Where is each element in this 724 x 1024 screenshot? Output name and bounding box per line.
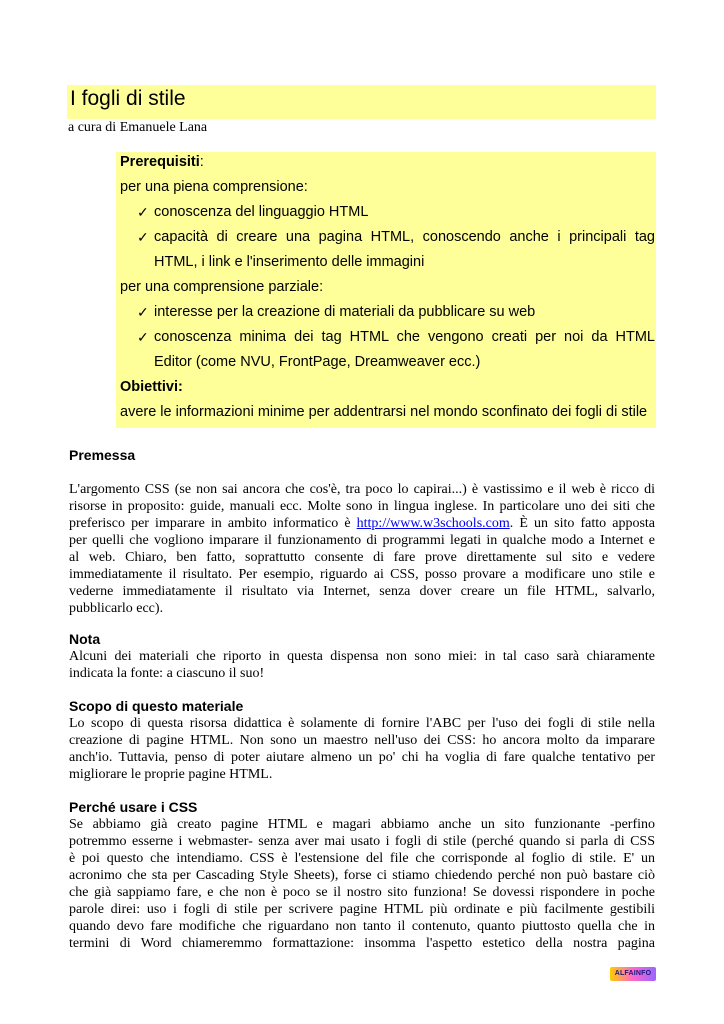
text-line: che già sappiamo fare, e che non è poco se il nostro sito funziona! Se dovessi rispondere in poche bbox=[69, 885, 655, 900]
page-title: I fogli di stile bbox=[70, 87, 186, 110]
prereq-item: capacità di creare una pagina HTML, conoscendo anche i principali tag bbox=[154, 229, 655, 245]
text-line: pubblicarlo ecc). bbox=[69, 601, 164, 616]
author-line: a cura di Emanuele Lana bbox=[68, 120, 208, 135]
section-heading-perche: Perché usare i CSS bbox=[69, 799, 198, 815]
paragraph-perche bbox=[69, 816, 655, 952]
prerequisites-heading: Prerequisiti: bbox=[120, 154, 204, 170]
prereq-item-continuation: Editor (come NVU, FrontPage, Dreamweaver ecc.) bbox=[154, 354, 481, 370]
text-line: Se abbiamo già creato pagine HTML e magari abbiamo anche un sito funzionante -perfino bbox=[69, 817, 655, 832]
text-line: parole direi: uso i fogli di stile per scrivere pagine HTML più ordinate e più facilmente gestibili bbox=[69, 902, 655, 917]
text-line: indicata la fonte: a ciascuno il suo! bbox=[69, 666, 265, 681]
section-heading-premessa: Premessa bbox=[69, 447, 136, 463]
paragraph-premessa bbox=[69, 481, 655, 617]
text-line: acronimo che sta per Cascading Style Sheets), forse ci stiamo chiedendo perché non può bastare ciò bbox=[69, 868, 655, 883]
section-heading-nota: Nota bbox=[69, 631, 101, 647]
text-line: vederne immediatamente il risultato via Internet, senza dover creare un file HTML, salvarlo, bbox=[69, 584, 655, 599]
section-heading-scopo: Scopo di questo materiale bbox=[69, 698, 244, 714]
alfainfo-logo: ALFAINFO bbox=[610, 967, 656, 981]
text-line: Alcuni dei materiali che riporto in questa dispensa non sono miei: in tal caso sarà chiaramente bbox=[69, 649, 655, 664]
text-line: creazione di pagine HTML. Non sono un maestro nell'uso dei CSS: ho ancora molto da imparare bbox=[69, 733, 655, 748]
text-line: risorse in proposito: guide, manuali ecc. Molte sono in lingua inglese. In particolare uno dei siti che bbox=[69, 499, 655, 514]
prereq-item: conoscenza del linguaggio HTML bbox=[154, 204, 369, 220]
text-line: per quelli che vogliono imparare il funzionamento di programmi legati in qualche modo a Internet e bbox=[69, 533, 655, 548]
w3schools-link[interactable]: http://www.w3schools.com bbox=[356, 516, 510, 531]
text-line: L'argomento CSS (se non sai ancora che cos'è, tra poco lo capirai...) è vastissimo e il web è ricco di bbox=[69, 482, 655, 497]
text-line: al web. Chiaro, ben fatto, soprattutto consente di fare prove direttamente sul sito e vedere bbox=[69, 550, 655, 565]
partial-comprehension-label: per una comprensione parziale: bbox=[120, 279, 324, 295]
paragraph-nota bbox=[69, 648, 655, 682]
objectives-heading: Obiettivi: bbox=[120, 379, 183, 395]
text-line: Lo scopo di questa risorsa didattica è solamente di fornire l'ABC per l'uso dei fogli di stile nella bbox=[69, 716, 655, 731]
text-line: quando devo fare modifiche che riguardano non tanto il contenuto, quanto piuttosto quella che in bbox=[69, 919, 655, 934]
text-line: immediatamente il risultato. Per esempio, riguardo ai CSS, posso provare a modificare uno stile e bbox=[69, 567, 655, 582]
text-line: potremmo esserne i webmaster- senza aver mai usato i fogli di stile (perché quando si parla di CSS bbox=[69, 834, 655, 849]
full-comprehension-label: per una piena comprensione: bbox=[120, 179, 308, 195]
objectives-text: avere le informazioni minime per addentrarsi nel mondo sconfinato dei fogli di stile bbox=[120, 404, 648, 420]
text-line: termini di Word chiameremmo formattazione: insomma l'aspetto estetico della nostra pagina bbox=[69, 936, 655, 951]
check-icon: ✓ bbox=[137, 229, 149, 245]
paragraph-scopo bbox=[69, 715, 655, 783]
check-icon: ✓ bbox=[137, 329, 149, 345]
text-line: migliorare le proprie pagine HTML. bbox=[69, 767, 273, 782]
check-icon: ✓ bbox=[137, 304, 149, 320]
text-line-with-link: preferisco per imparare in ambito informatico è http://www.w3schools.com. È un sito fatto apposta bbox=[69, 516, 655, 531]
text-line: anch'io. Tuttavia, penso di poter aiutare almeno un po' chi ha voglia di fare qualche tentativo per bbox=[69, 750, 655, 765]
prereq-item: conoscenza minima dei tag HTML che vengono creati per noi da HTML bbox=[154, 329, 655, 345]
prereq-item: interesse per la creazione di materiali da pubblicare su web bbox=[154, 304, 536, 320]
prereq-item-continuation: HTML, i link e l'inserimento delle immagini bbox=[154, 254, 425, 270]
text-line: è poi questo che intendiamo. CSS è l'estensione del file che corrisponde al foglio di stile. E' un bbox=[69, 851, 655, 866]
check-icon: ✓ bbox=[137, 204, 149, 220]
